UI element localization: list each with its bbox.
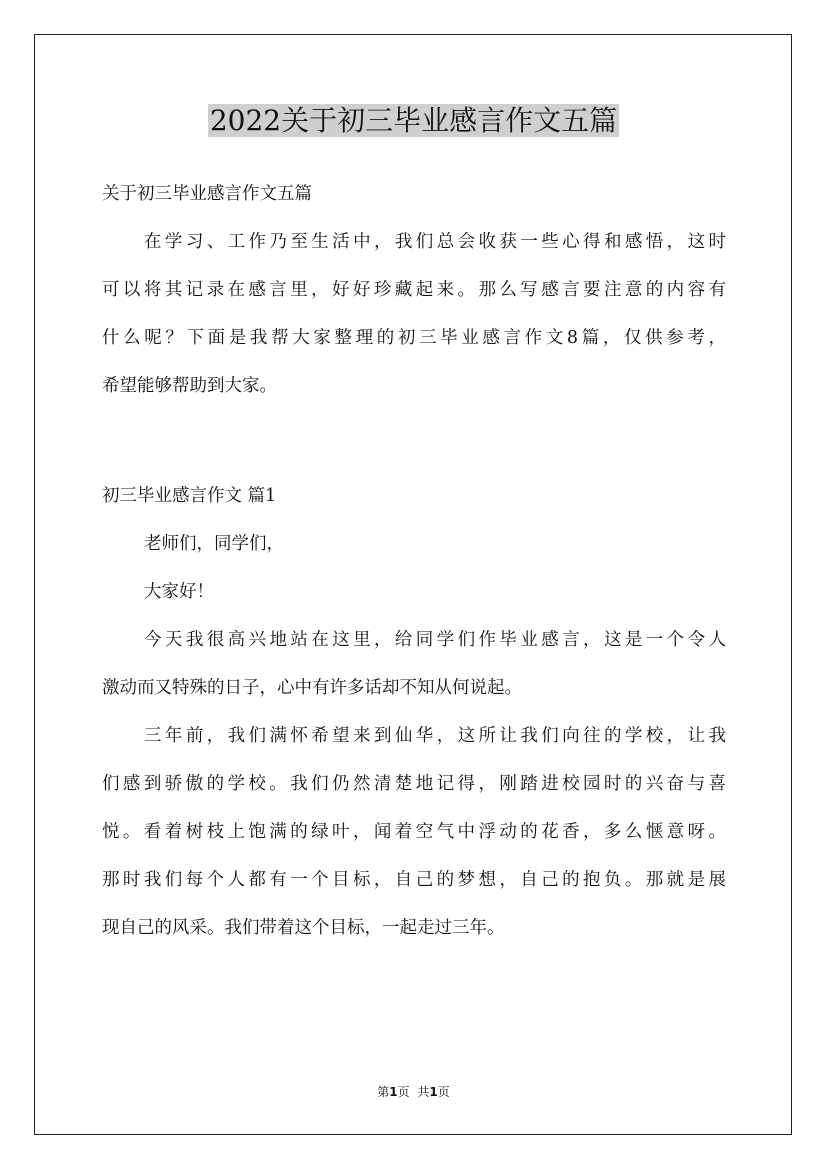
intro-line: 希望能够帮助到大家。 [102,376,277,396]
paragraph-line: 悦。看着树枝上饱满的绿叶，闻着空气中浮动的花香，多么惬意呀。 [102,822,726,842]
total-prefix: 共 [417,1085,430,1099]
section-heading: 初三毕业感言作文 篇1 [102,486,277,506]
intro-line: 什么呢？下面是我帮大家整理的初三毕业感言作文8篇，仅供参考， [102,328,726,348]
greeting-line: 大家好！ [144,582,214,602]
page-number: 1 [389,1085,398,1099]
paragraph-line: 们感到骄傲的学校。我们仍然清楚地记得，刚踏进校园时的兴奋与喜 [102,774,726,794]
intro-line: 在学习、工作乃至生活中，我们总会收获一些心得和感悟，这时 [144,232,726,252]
spacer [102,410,726,472]
paragraph-line: 激动而又特殊的日子，心中有许多话却不知从何说起。 [102,678,522,698]
paragraph-line: 现自己的风采。我们带着这个目标，一起走过三年。 [102,918,505,938]
total-pages: 1 [429,1085,438,1099]
page-prefix: 第 [377,1085,390,1099]
total-suffix: 页 [437,1085,450,1099]
greeting-line: 老师们，同学们， [144,534,284,554]
intro-line: 可以将其记录在感言里，好好珍藏起来。那么写感言要注意的内容有 [102,280,726,300]
document-title [0,101,827,141]
paragraph-line: 三年前，我们满怀希望来到仙华，这所让我们向往的学校，让我 [144,726,726,746]
document-subtitle: 关于初三毕业感言作文五篇 [102,184,312,204]
page-footer [0,1084,827,1100]
paragraph-line: 那时我们每个人都有一个目标，自己的梦想，自己的抱负。那就是展 [102,870,726,890]
page-suffix: 页 [397,1085,410,1099]
paragraph-line: 今天我很高兴地站在这里，给同学们作毕业感言，这是一个令人 [144,630,726,650]
document-body [102,170,726,952]
document-title-text: 2022关于初三毕业感言作文五篇 [209,104,618,137]
